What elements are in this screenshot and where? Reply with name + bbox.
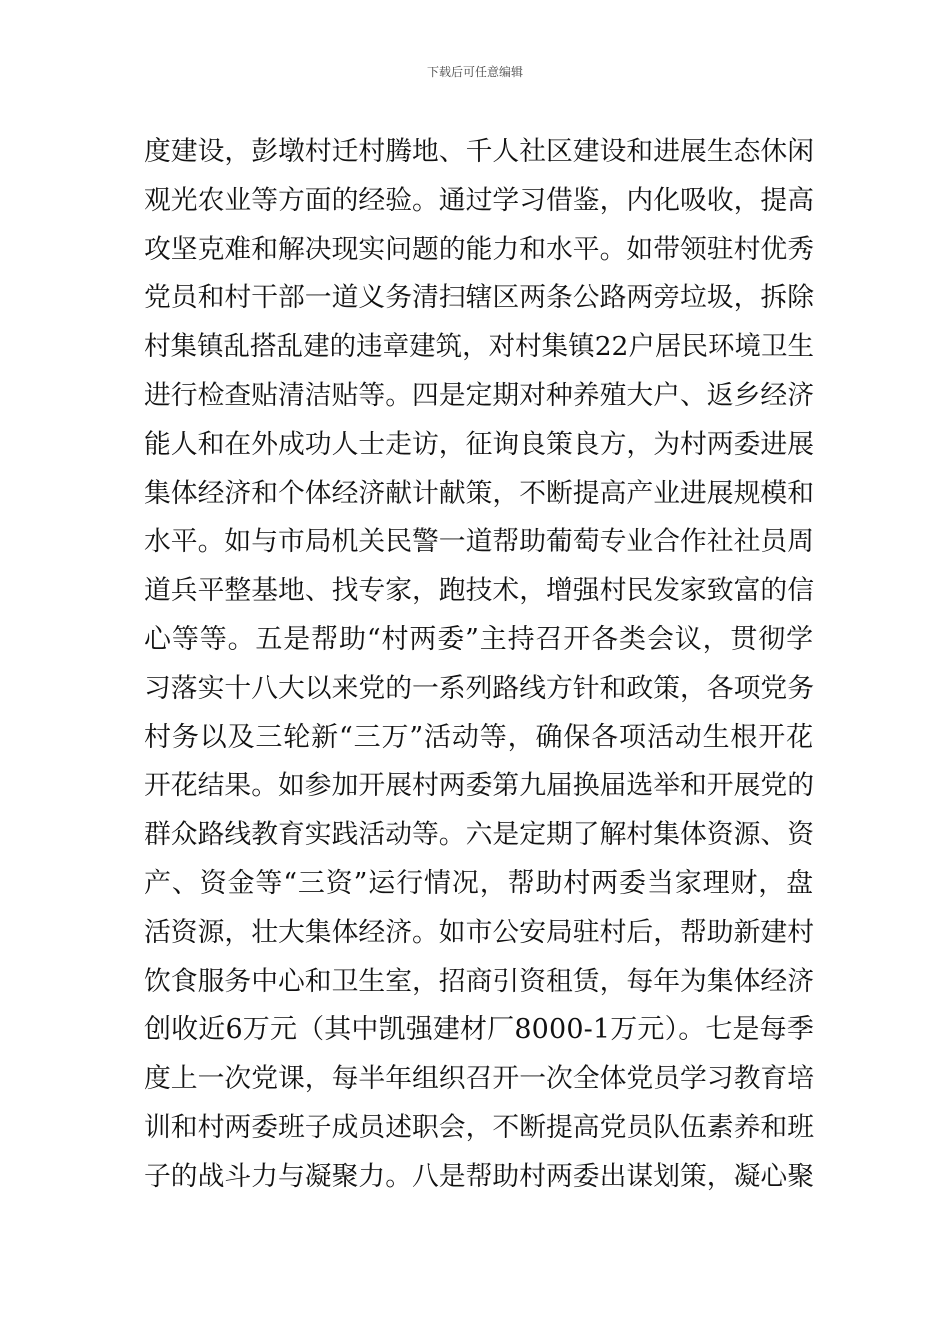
text-line: 习落实十八大以来党的一系列路线方针和政策，各项党务 — [144, 672, 814, 704]
text-line: 度上一次党课，每半年组织召开一次全体党员学习教育培 — [144, 1063, 814, 1095]
text-line: 进行检查贴清洁贴等。四是定期对种养殖大户、返乡经济 — [144, 379, 814, 411]
text-line: 村集镇乱搭乱建的违章建筑，对村集镇22户居民环境卫生 — [144, 331, 814, 363]
text-line: 观光农业等方面的经验。通过学习借鉴，内化吸收，提高 — [144, 184, 814, 216]
text-line: 心等等。五是帮助“村两委”主持召开各类会议，贯彻学 — [144, 623, 814, 655]
text-line: 子的战斗力与凝聚力。八是帮助村两委出谋划策，凝心聚 — [144, 1160, 814, 1192]
text-line: 饮食服务中心和卫生室，招商引资租赁，每年为集体经济 — [144, 965, 814, 997]
text-line: 创收近6万元（其中凯强建材厂8000-1万元）。七是每季 — [144, 1014, 814, 1046]
text-line: 水平。如与市局机关民警一道帮助葡萄专业合作社社员周 — [144, 526, 814, 558]
page-header: 下载后可任意编辑 — [426, 65, 523, 79]
text-line: 道兵平整基地、找专家，跑技术，增强村民发家致富的信 — [144, 575, 814, 607]
text-line: 训和村两委班子成员述职会，不断提高党员队伍素养和班 — [144, 1111, 814, 1143]
text-line: 活资源，壮大集体经济。如市公安局驻村后，帮助新建村 — [144, 916, 814, 948]
text-line: 能人和在外成功人士走访，征询良策良方，为村两委进展 — [144, 428, 814, 460]
text-line: 开花结果。如参加开展村两委第九届换届选举和开展党的 — [144, 770, 814, 802]
text-line: 群众路线教育实践活动等。六是定期了解村集体资源、资 — [144, 819, 814, 851]
text-line: 攻坚克难和解决现实问题的能力和水平。如带领驻村优秀 — [144, 233, 814, 265]
text-line: 党员和村干部一道义务清扫辖区两条公路两旁垃圾，拆除 — [144, 282, 814, 314]
text-line: 集体经济和个体经济献计献策，不断提高产业进展规模和 — [144, 477, 814, 509]
text-line: 村务以及三轮新“三万”活动等，确保各项活动生根开花 — [144, 721, 814, 753]
body-text — [144, 128, 814, 1202]
text-line: 度建设，彭墩村迁村腾地、千人社区建设和进展生态休闲 — [144, 136, 814, 167]
text-line: 产、资金等“三资”运行情况，帮助村两委当家理财，盘 — [144, 867, 814, 899]
